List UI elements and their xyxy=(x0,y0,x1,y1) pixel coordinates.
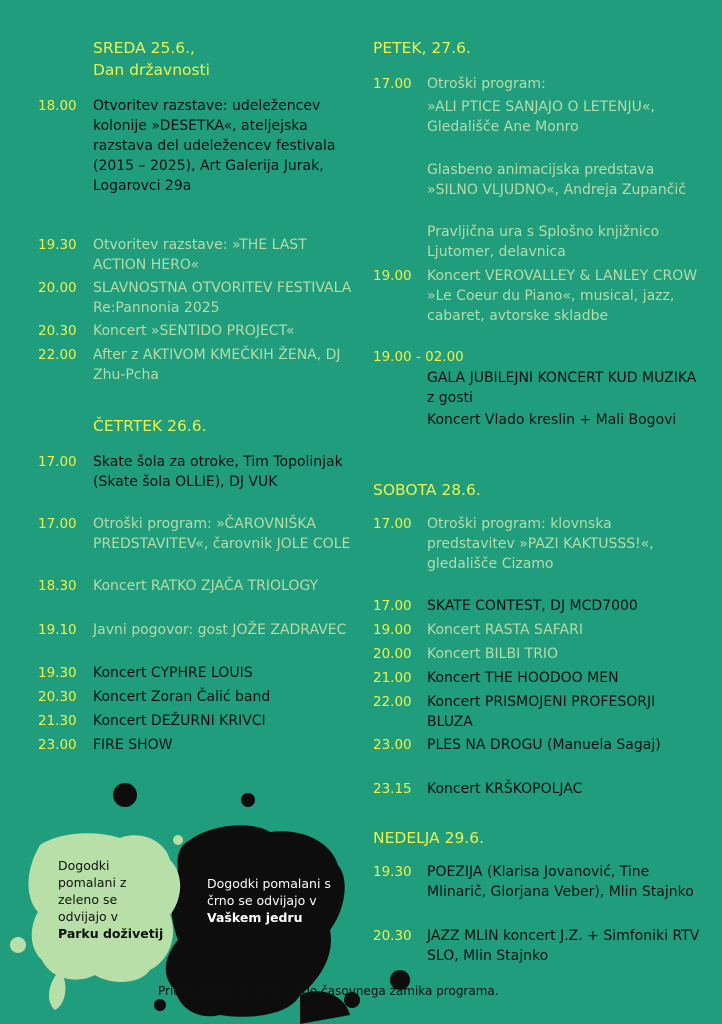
day-title-wednesday: SREDA 25.6., xyxy=(93,39,195,57)
event-text: Pravljična ura s Splošno knjižnico Ljutomer, delavnica xyxy=(427,224,660,260)
event-text: Koncert BILBI TRIO xyxy=(427,646,559,662)
event-time: 19.00 xyxy=(373,268,412,284)
day-title-sunday: NEDELJA 29.6. xyxy=(373,829,485,847)
event-time: 21.30 xyxy=(38,713,77,729)
event-time: 19.30 xyxy=(38,237,77,253)
legend-black-text: Dogodki pomalani s črno se odvijajo v xyxy=(207,876,331,908)
event-text: Koncert RATKO ZJAČA TRIOLOGY xyxy=(93,578,319,594)
event-text: Koncert VEROVALLEY & LANLEY CROW »Le Coeur du Piano«, musical, jazz, cabaret, avtorske skladbe xyxy=(427,268,698,324)
event-text: Koncert THE HOODOO MEN xyxy=(427,670,619,686)
event-time: 17.00 xyxy=(373,76,412,92)
event-text: Koncert »SENTIDO PROJECT« xyxy=(93,323,295,339)
event-text: »ALI PTICE SANJAJO O LETENJU«, Gledališče Ane Monro xyxy=(427,99,655,135)
legend-green-text: Dogodki pomalani z zeleno se odvijajo v xyxy=(58,858,127,924)
event-text: Koncert KRŠKOPOLJAC xyxy=(427,781,583,797)
event-text: Koncert Zoran Čalić band xyxy=(93,689,271,705)
event-time: 20.30 xyxy=(38,323,77,339)
event-time: 21.00 xyxy=(373,670,412,686)
event-text: After z AKTIVOM KMEČKIH ŽENA, DJ Zhu-Pcha xyxy=(93,347,341,383)
event-time: 18.00 xyxy=(38,98,77,114)
event-time: 20.00 xyxy=(373,646,412,662)
event-text: Koncert CYPHRE LOUIS xyxy=(93,665,253,681)
event-time: 17.00 xyxy=(373,516,412,532)
event-text: Otroški program: xyxy=(427,76,546,92)
event-text: Glasbeno animacijska predstava »SILNO VLJUDNO«, Andreja Zupančič xyxy=(427,162,686,198)
day-title-thursday: ČETRTEK 26.6. xyxy=(93,417,207,435)
event-text: Otroški program: klovnska predstavitev »PAZI KAKTUSSS!«, gledališče Cizamo xyxy=(427,516,654,572)
event-time: 19.00 - 02.00 xyxy=(373,349,464,365)
event-time: 20.30 xyxy=(373,928,412,944)
event-text: SLAVNOSTNA OTVORITEV FESTIVALA Re:Pannonia 2025 xyxy=(93,280,352,316)
event-text: PLES NA DROGU (Manuela Sagaj) xyxy=(427,737,661,753)
event-time: 17.00 xyxy=(38,516,77,532)
event-text: POEZIJA (Klarisa Jovanović, Tine Mlinarič, Glorjana Veber), Mlin Stajnko xyxy=(427,864,694,900)
event-text: Otroški program: »ČAROVNIŠKA PREDSTAVITEV«, čarovnik JOLE COLE xyxy=(93,516,351,552)
event-time: 23.00 xyxy=(373,737,412,753)
event-time: 22.00 xyxy=(38,347,77,363)
event-time: 17.00 xyxy=(38,454,77,470)
event-text: SKATE CONTEST, DJ MCD7000 xyxy=(427,598,638,614)
event-time: 20.00 xyxy=(38,280,77,296)
event-time: 19.30 xyxy=(373,864,412,880)
event-text: Skate šola za otroke, Tim Topolinjak (Skate šola OLLIE), DJ VUK xyxy=(93,454,343,490)
event-text: Koncert DEŽURNI KRIVCI xyxy=(93,713,266,729)
event-text: Koncert RASTA SAFARI xyxy=(427,622,583,638)
event-time: 19.10 xyxy=(38,622,77,638)
day-title-friday: PETEK, 27.6. xyxy=(373,39,471,57)
event-text: JAZZ MLIN koncert J.Z. + Simfoniki RTV SLO, Mlin Stajnko xyxy=(427,928,700,964)
event-time: 23.00 xyxy=(38,737,77,753)
event-time: 22.00 xyxy=(373,694,412,710)
event-text: Otvoritev razstave: udeležencev kolonije »DESETKA«, ateljejska razstava del udeležencev festivala (2015 – 2025), Art Galerija Jurak, Logarovci 29a xyxy=(93,98,336,194)
day-subtitle-wednesday: Dan državnosti xyxy=(93,61,210,79)
legend-black xyxy=(207,875,337,926)
event-time: 23.15 xyxy=(373,781,412,797)
event-time: 20.30 xyxy=(38,689,77,705)
event-text: Koncert Vlado kreslin + Mali Bogovi xyxy=(427,412,677,428)
day-title-saturday: SOBOTA 28.6. xyxy=(373,481,481,499)
event-text: GALA JUBILEJNI KONCERT KUD MUZIKA z gosti xyxy=(427,370,697,406)
event-time: 19.00 xyxy=(373,622,412,638)
legend-green-place: Parku doživetij xyxy=(58,926,164,941)
legend-black-place: Vaškem jedru xyxy=(207,910,303,925)
event-text: FIRE SHOW xyxy=(93,737,173,753)
event-text: Javni pogovor: gost JOŽE ZADRAVEC xyxy=(93,622,347,638)
legend-green xyxy=(58,857,168,942)
event-text: Koncert PRISMOJENI PROFESORJI BLUZA xyxy=(427,694,656,730)
event-time: 17.00 xyxy=(373,598,412,614)
event-text: Otvoritev razstave: »THE LAST ACTION HERO« xyxy=(93,237,307,273)
event-time: 19.30 xyxy=(38,665,77,681)
event-time: 18.30 xyxy=(38,578,77,594)
footer-note: Pridružujemo si pravico do časovnega zamika programa. xyxy=(158,984,499,998)
